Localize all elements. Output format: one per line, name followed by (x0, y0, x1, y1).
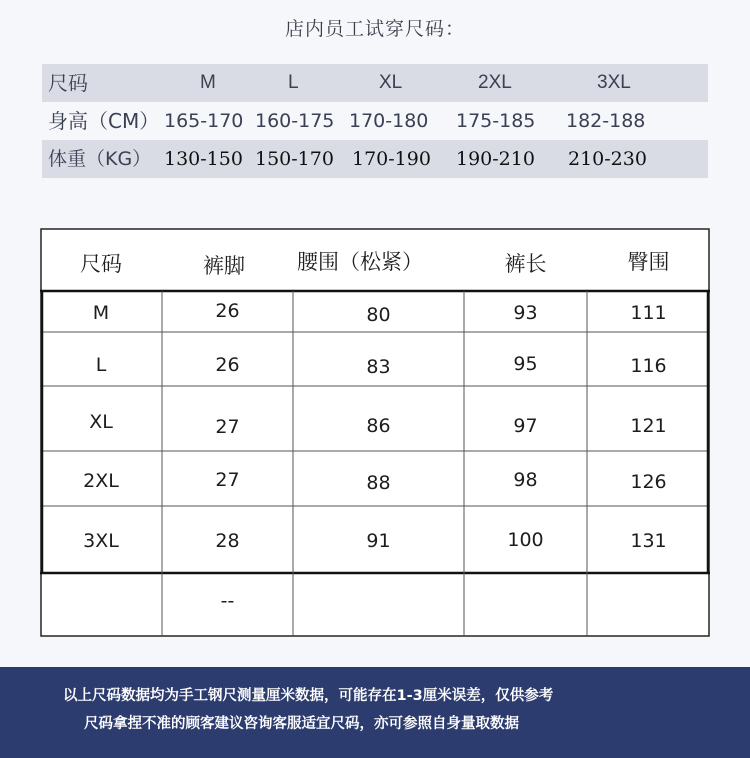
fit-height-row (42, 102, 708, 140)
cell-hip: 131 (630, 530, 667, 552)
cell-size: 3XL (83, 530, 119, 552)
cell-size: XL (89, 411, 113, 433)
fit-height-value: 160-175 (255, 110, 335, 132)
cell-length: 93 (513, 302, 538, 324)
cell-hip: 126 (630, 471, 667, 493)
fit-weight-value: 170-190 (352, 148, 431, 170)
fit-height-value: 175-185 (456, 110, 536, 132)
cell-waist: 86 (366, 415, 391, 437)
cell-waist: 83 (366, 356, 391, 378)
fit-weight-label: 体重（KG） (48, 148, 152, 170)
column-header-size: 尺码 (80, 252, 122, 276)
cell-size: L (95, 354, 107, 376)
cell-hip: 121 (630, 415, 667, 437)
fit-height-label: 身高（CM） (48, 109, 160, 133)
fit-height-value: 165-170 (164, 110, 244, 132)
cell-hem: 26 (215, 354, 240, 376)
fit-weight-value: 130-150 (164, 148, 243, 170)
fit-header-size: L (288, 72, 299, 93)
fit-weight-value: 150-170 (255, 148, 334, 170)
fit-height-value: 182-188 (566, 110, 646, 132)
page-title: 店内员工试穿尺码： (284, 18, 465, 40)
cell-length: 98 (513, 469, 538, 491)
cell-hip: 111 (630, 302, 667, 324)
size-table (40, 228, 710, 637)
fit-height-value: 170-180 (349, 110, 429, 132)
fit-header-row (42, 64, 708, 102)
cell-hem: 27 (215, 416, 240, 438)
fit-header-size: 3XL (597, 72, 631, 93)
fit-weight-value: 210-230 (568, 148, 647, 170)
fit-header-label: 尺码 (48, 71, 88, 95)
cell-hem: -- (220, 590, 235, 612)
cell-hip: 116 (630, 355, 667, 377)
cell-waist: 91 (366, 530, 391, 552)
fit-header-size: XL (379, 72, 403, 93)
cell-hem: 28 (215, 530, 240, 552)
footer-line-1: 以上尺码数据均为手工钢尺测量厘米数据，可能存在1-3厘米误差，仅供参考 (63, 688, 554, 704)
footer-notice (0, 667, 750, 758)
footer-line-2: 尺码拿捏不准的顾客建议咨询客服适宜尺码，亦可参照自身量取数据 (84, 716, 519, 732)
cell-hem: 27 (215, 469, 240, 491)
fit-header-size: 2XL (478, 72, 512, 93)
fit-weight-value: 190-210 (456, 148, 535, 170)
cell-waist: 80 (366, 304, 391, 326)
fit-reference-table (42, 64, 708, 178)
cell-length: 100 (507, 529, 544, 551)
column-header-hip: 臀围 (627, 250, 670, 274)
column-header-hem: 裤脚 (203, 254, 245, 278)
cell-size: 2XL (83, 470, 119, 492)
cell-length: 95 (513, 353, 538, 375)
cell-hem: 26 (215, 300, 240, 322)
cell-size: M (92, 302, 110, 324)
cell-length: 97 (513, 415, 538, 437)
column-header-waist: 腰围（松紧） (297, 250, 423, 274)
cell-waist: 88 (366, 472, 391, 494)
fit-header-size: M (200, 72, 216, 93)
column-header-length: 裤长 (504, 252, 547, 276)
fit-weight-row (42, 140, 708, 178)
